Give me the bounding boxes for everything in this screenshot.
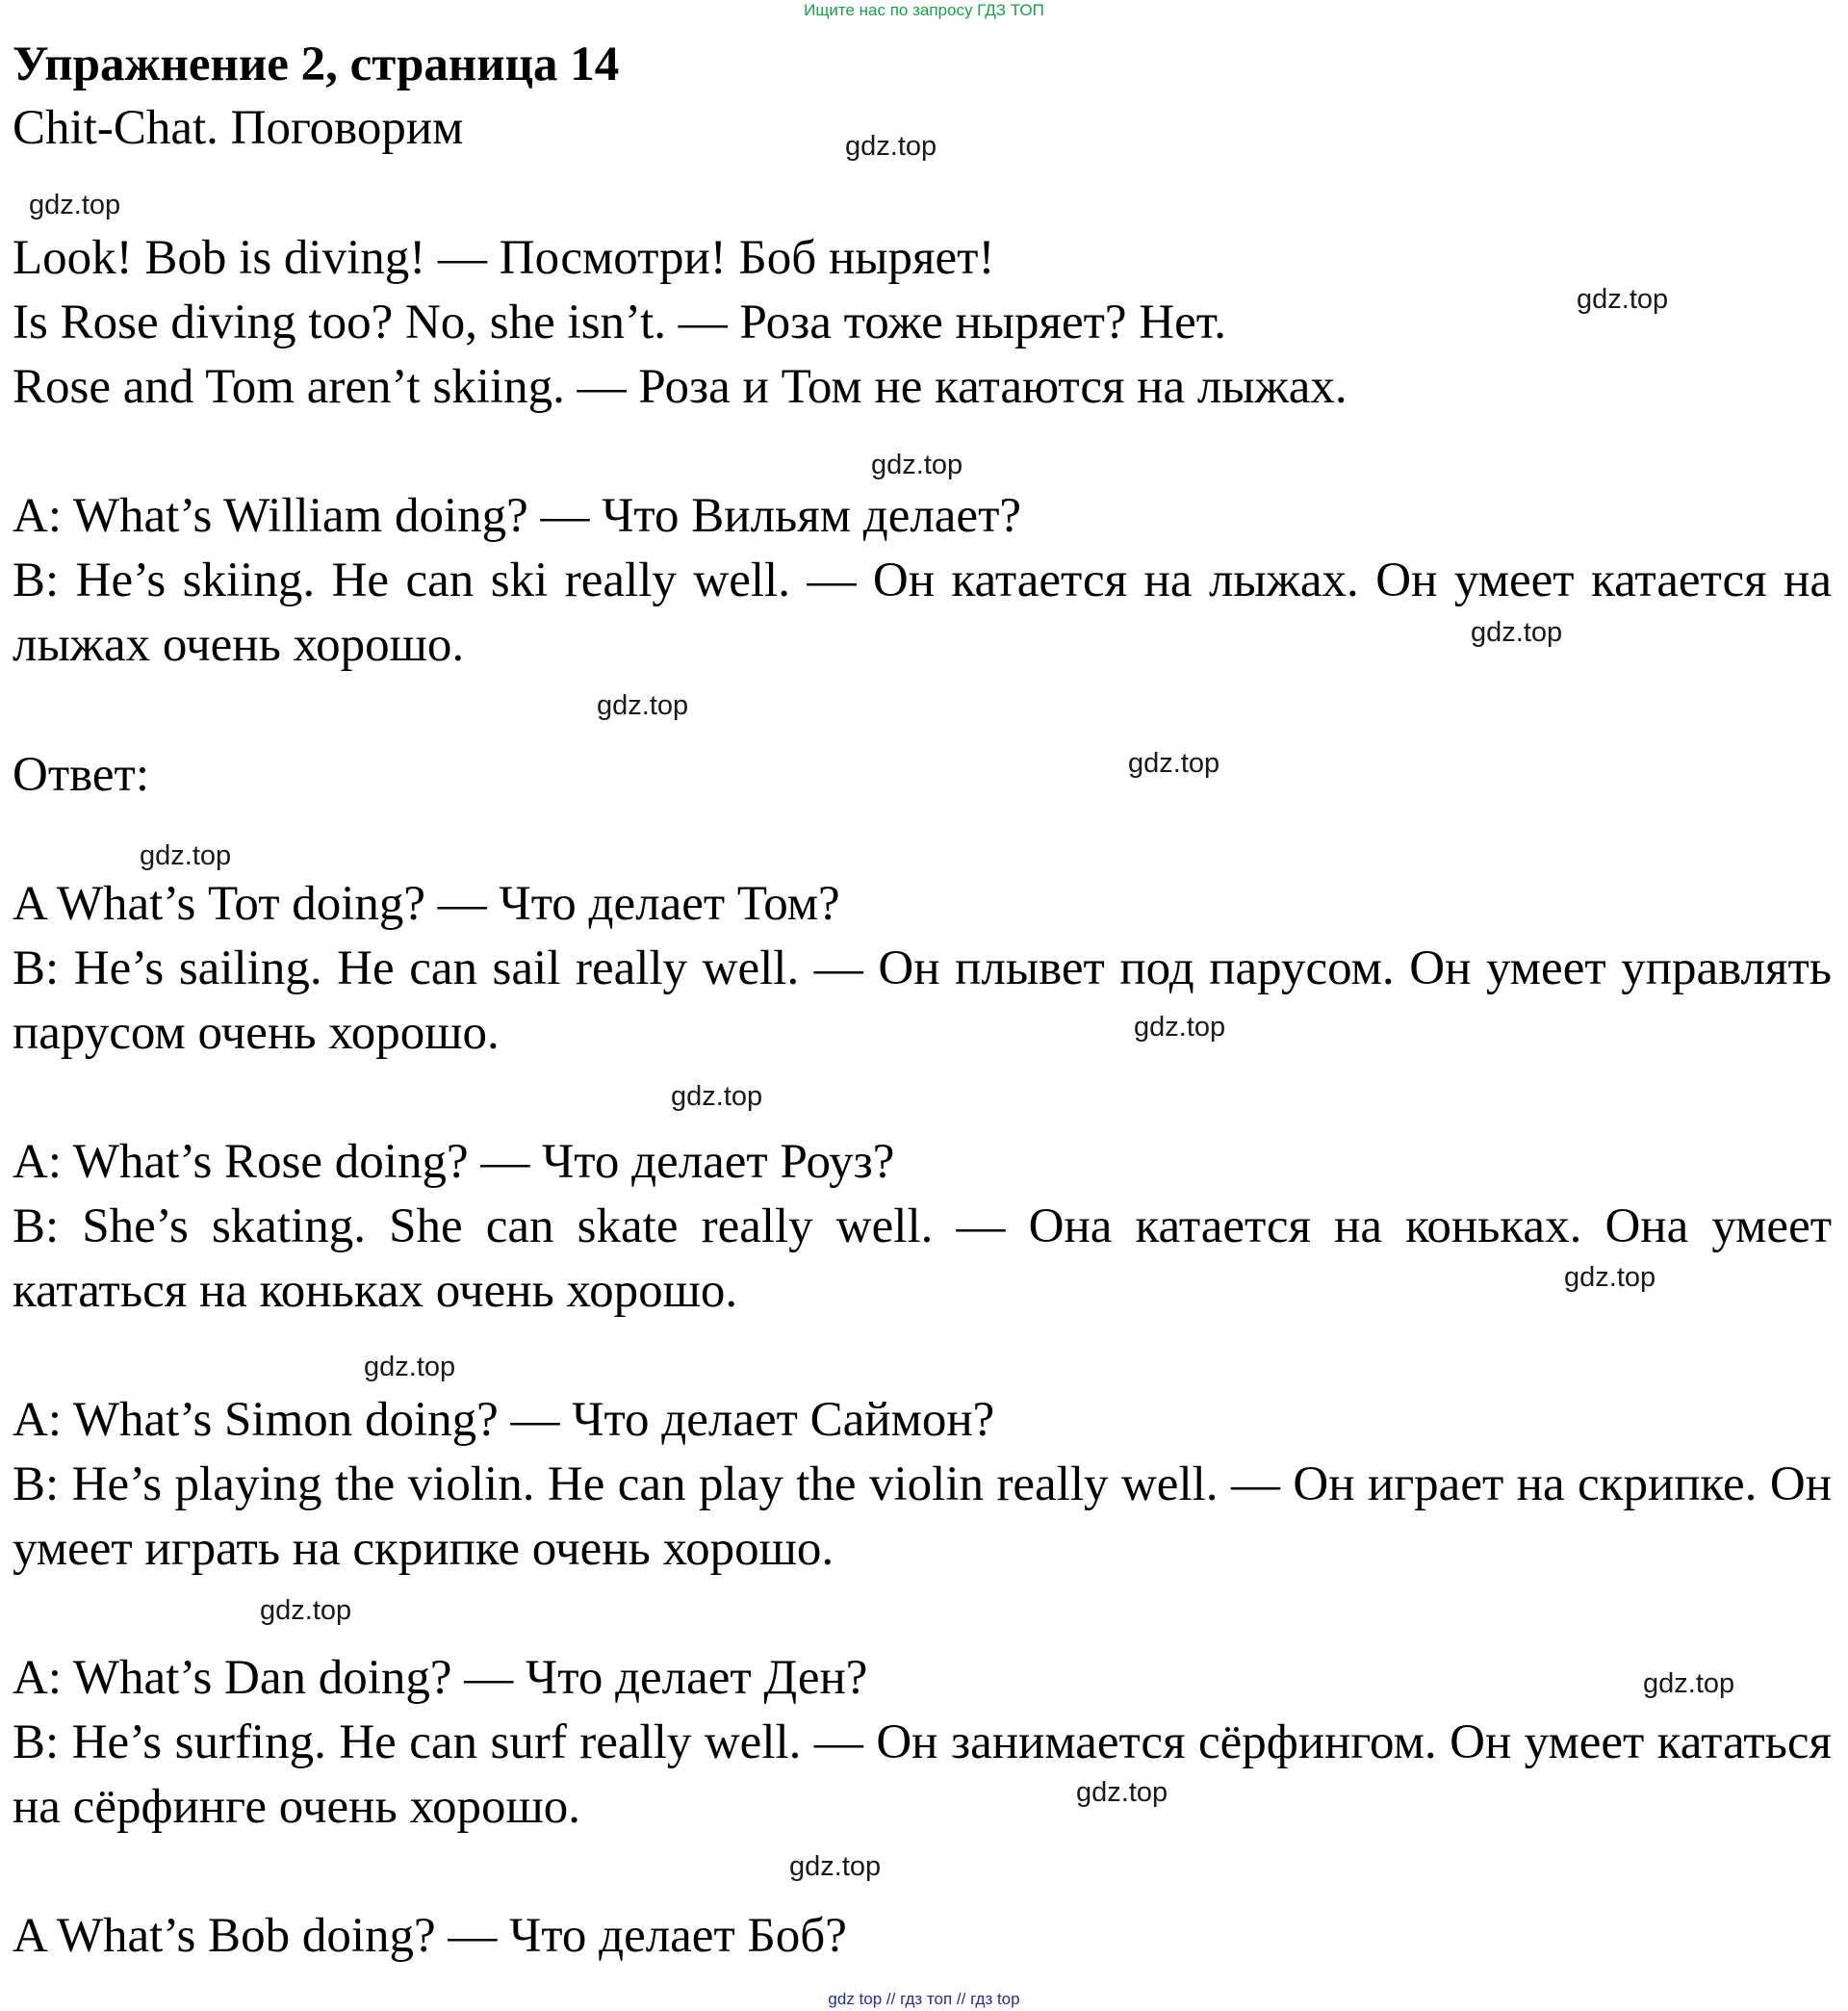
dialogue-question: A: What’s Rose doing? — Что делает Роуз?: [13, 1135, 895, 1189]
watermark: gdz.top: [1643, 1668, 1735, 1699]
top-banner: Ищите нас по запросу ГДЗ ТОП: [804, 1, 1044, 19]
watermark: gdz.top: [1128, 748, 1220, 779]
answer-dialogue-simon: [13, 1388, 1832, 1582]
dialogue-question: A What’s Bob doing? — Что делает Боб?: [13, 1909, 847, 1963]
intro-line: Look! Bob is diving! — Посмотри! Боб ныряет!: [13, 231, 995, 285]
intro-block: [13, 226, 1832, 420]
dialogue-question: A: What’s William doing? — Что Вильям делает?: [13, 489, 1021, 543]
watermark: gdz.top: [29, 190, 121, 220]
bottom-banner: gdz top // гдз топ // гдз top: [828, 1990, 1020, 2008]
watermark: gdz.top: [1471, 617, 1563, 648]
answer-dialogue-dan: [13, 1646, 1832, 1840]
intro-line: Is Rose diving too? No, she isn’t. — Роза тоже ныряет? Нет.: [13, 296, 1226, 349]
watermark: gdz.top: [789, 1851, 882, 1882]
watermark: gdz.top: [140, 840, 232, 871]
dialogue-answer: B: He’s sailing. He can sail really well. — Он плывет под парусом. Он умеет управлять парусом очень хорошо.: [13, 941, 1832, 1060]
watermark: gdz.top: [260, 1595, 352, 1626]
answer-label: Ответ:: [13, 748, 149, 802]
dialogue-question: A What’s Тот doing? — Что делает Том?: [13, 877, 840, 931]
dialogue-question: A: What’s Simon doing? — Что делает Саймон?: [13, 1393, 995, 1447]
document-content: [13, 33, 1832, 1969]
watermark: gdz.top: [1076, 1777, 1168, 1808]
dialogue-question: A: What’s Dan doing? — Что делает Ден?: [13, 1651, 868, 1705]
answer-dialogue-bob: [13, 1904, 1832, 1969]
watermark: gdz.top: [1577, 284, 1669, 315]
watermark: gdz.top: [671, 1081, 763, 1112]
answer-dialogue-rose: [13, 1130, 1832, 1324]
watermark: gdz.top: [1564, 1262, 1656, 1293]
page-title: Упражнение 2, страница 14: [13, 38, 620, 91]
watermark: gdz.top: [845, 131, 937, 162]
dialogue-answer: B: He’s surfing. He can surf really well. — Он занимается сёрфингом. Он умеет кататься на сёрфинге очень хорошо.: [13, 1715, 1832, 1834]
dialogue-answer: B: He’s skiing. He can ski really well. — Он катается на лыжах. Он умеет катается на лыжах очень хорошо.: [13, 554, 1832, 672]
watermark: gdz.top: [871, 450, 963, 480]
intro-line: Rose and Tom aren’t skiing. — Роза и Том не катаются на лыжах.: [13, 360, 1348, 414]
watermark: gdz.top: [364, 1352, 456, 1382]
answer-dialogue-tom: [13, 872, 1832, 1066]
watermark: gdz.top: [1134, 1012, 1226, 1043]
dialogue-answer: B: He’s playing the violin. He can play the violin really well. — Он играет на скрипке. Он умеет играть на скрипке очень хорошо.: [13, 1457, 1832, 1576]
page-subtitle: Chit-Chat. Поговорим: [13, 101, 464, 155]
dialogue-answer: B: She’s skating. She can skate really well. — Она катается на коньках. Она умеет кататься на коньках очень хорошо.: [13, 1199, 1832, 1318]
watermark: gdz.top: [597, 690, 689, 721]
